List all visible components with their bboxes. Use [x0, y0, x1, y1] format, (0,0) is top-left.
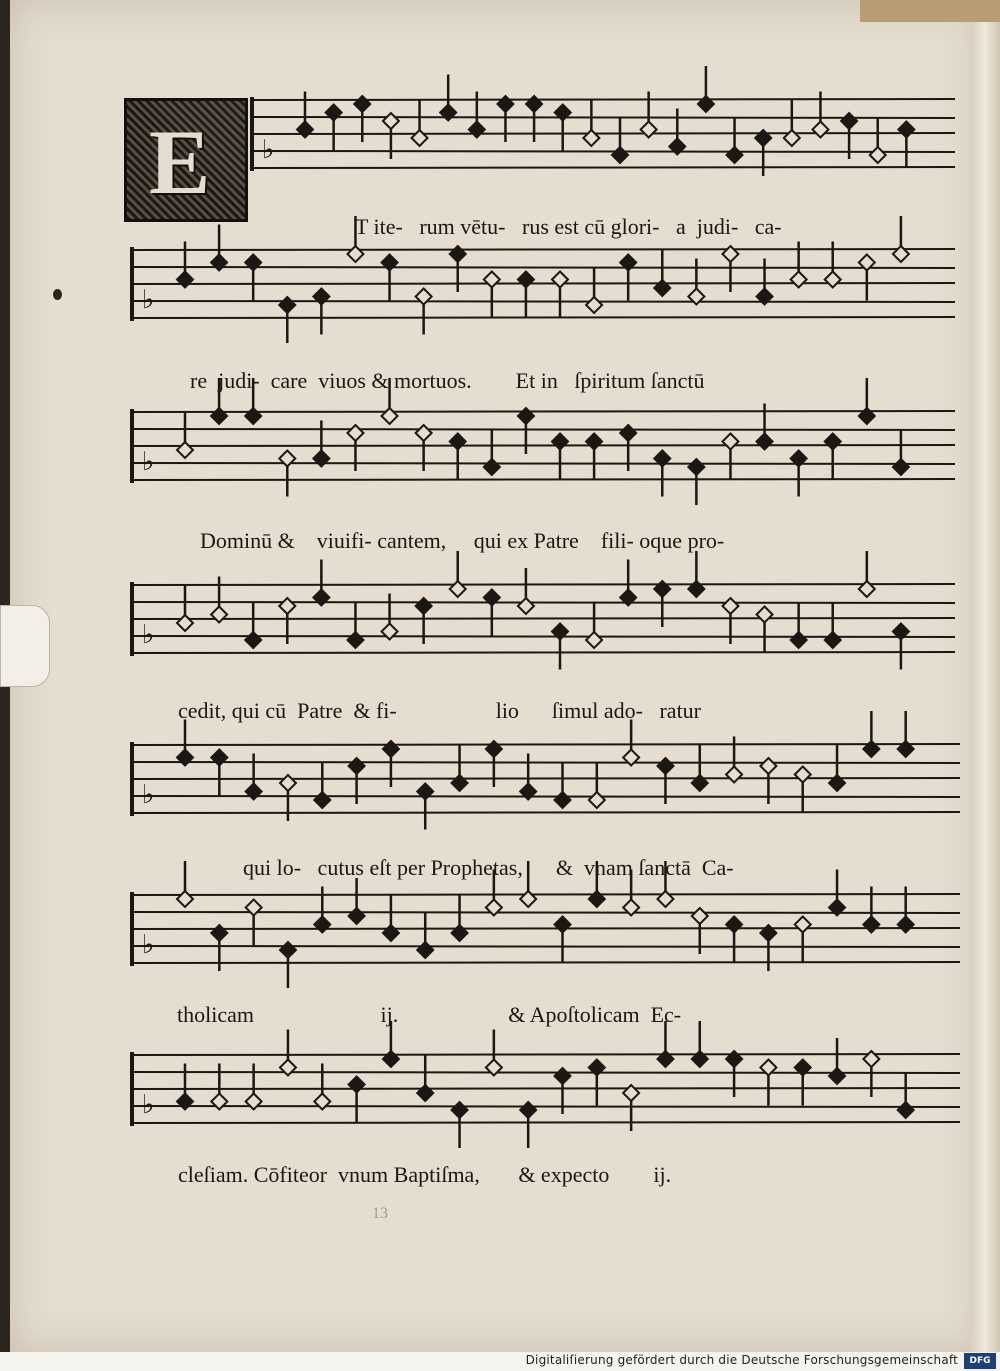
note	[555, 762, 571, 808]
note	[760, 925, 776, 971]
note	[726, 917, 742, 963]
staff-line	[130, 1054, 960, 1055]
lyric-line-2: re judi- care viuos & mortuos. Et in ſpiritum ſanctū	[190, 368, 705, 393]
note	[450, 246, 466, 292]
note	[898, 122, 914, 168]
note	[280, 1030, 296, 1076]
note	[518, 272, 534, 318]
note	[722, 246, 738, 292]
lyric-line-4: cedit, qui cū Patre & fi- lio ſimul ado- ratur	[178, 698, 702, 723]
note	[347, 602, 363, 648]
note	[211, 1064, 227, 1110]
note	[383, 895, 399, 941]
note	[177, 720, 193, 766]
note	[246, 754, 262, 800]
staff-1	[250, 66, 955, 176]
staff-line	[250, 167, 955, 168]
note	[757, 259, 773, 305]
staff-3	[130, 378, 955, 505]
note	[692, 745, 708, 791]
note	[727, 117, 743, 163]
note	[313, 421, 329, 467]
staff-line	[250, 99, 955, 100]
footer-bar	[0, 1352, 1000, 1371]
note	[326, 105, 342, 151]
staff-bracket	[130, 582, 134, 656]
note	[450, 551, 466, 597]
staff-bracket	[130, 742, 134, 816]
note	[246, 900, 262, 946]
note	[722, 434, 738, 480]
note	[211, 577, 227, 623]
note	[859, 255, 875, 301]
staff-line	[130, 479, 955, 480]
note	[859, 378, 875, 424]
note	[279, 297, 295, 343]
staff-line	[130, 317, 955, 318]
note	[829, 745, 845, 791]
note	[279, 451, 295, 497]
decorated-initial	[124, 98, 248, 222]
note	[555, 105, 571, 151]
note	[669, 109, 685, 155]
note	[863, 1051, 879, 1097]
staff-line	[130, 946, 960, 947]
note	[211, 925, 227, 971]
note	[484, 272, 500, 318]
note	[654, 451, 670, 497]
lyric-line-1: T ite- rum vētu- rus est cū glori- a judi- ca-	[355, 214, 782, 239]
funding-credit: Digitaliſierung gefördert durch die Deutsche Forschungsgemeinschaft	[525, 1353, 958, 1367]
note	[898, 1072, 914, 1118]
page-number: 13	[372, 1205, 388, 1222]
note	[354, 96, 370, 142]
staff-line	[130, 894, 960, 895]
note	[382, 255, 398, 301]
note	[791, 602, 807, 648]
note	[177, 861, 193, 907]
note	[497, 96, 513, 142]
note	[416, 289, 432, 335]
staff-4	[130, 551, 955, 670]
note	[520, 1102, 536, 1148]
note	[211, 225, 227, 271]
note	[486, 1030, 502, 1076]
note	[314, 1064, 330, 1110]
note	[586, 602, 602, 648]
note	[440, 75, 456, 121]
dfg-logo: DFG	[964, 1353, 996, 1369]
note	[589, 1060, 605, 1106]
note	[484, 590, 500, 636]
note	[452, 745, 468, 791]
flat-sign: ♭	[142, 446, 155, 477]
staff-line	[130, 429, 955, 430]
staff-bracket	[130, 247, 134, 321]
note	[760, 1060, 776, 1106]
note	[623, 1085, 639, 1131]
note	[526, 96, 542, 142]
note	[698, 66, 714, 112]
note	[297, 92, 313, 138]
staff-line	[130, 584, 955, 585]
lyric-line-7: cleſiam. Cōfiteor vnum Baptiſma, & expecto ij.	[178, 1162, 672, 1187]
note	[688, 259, 704, 305]
note	[469, 92, 485, 138]
note	[452, 895, 468, 941]
note	[692, 1021, 708, 1067]
note	[623, 720, 639, 766]
note	[520, 754, 536, 800]
initial-letter: E	[149, 111, 211, 213]
note	[280, 775, 296, 821]
note	[825, 602, 841, 648]
note	[211, 750, 227, 796]
staff-line	[130, 962, 960, 963]
note	[870, 117, 886, 163]
note	[314, 762, 330, 808]
note	[589, 762, 605, 808]
flat-sign: ♭	[142, 779, 155, 810]
note	[412, 100, 428, 146]
note	[726, 1051, 742, 1097]
staff-line	[130, 249, 955, 250]
note	[552, 272, 568, 318]
note	[382, 594, 398, 640]
note	[484, 429, 500, 475]
note	[518, 408, 534, 454]
note	[795, 1060, 811, 1106]
note	[177, 242, 193, 288]
note	[280, 942, 296, 988]
note	[825, 434, 841, 480]
note	[177, 412, 193, 458]
lyric-line-3: Dominū & viuifi- cantem, qui ex Patre fili- oque pro-	[200, 528, 725, 553]
note	[586, 434, 602, 480]
note	[349, 878, 365, 924]
staff-line	[130, 812, 960, 813]
note	[620, 560, 636, 606]
note	[898, 711, 914, 757]
note	[552, 434, 568, 480]
note	[620, 255, 636, 301]
note	[893, 429, 909, 475]
staff-line	[130, 1122, 960, 1123]
flat-sign: ♭	[142, 284, 155, 315]
note	[245, 255, 261, 301]
note	[313, 560, 329, 606]
note	[612, 117, 628, 163]
note	[486, 741, 502, 787]
note	[641, 92, 657, 138]
note	[313, 289, 329, 335]
note	[893, 216, 909, 262]
staff-line	[130, 744, 960, 745]
note	[829, 870, 845, 916]
note	[784, 100, 800, 146]
note	[859, 551, 875, 597]
note	[586, 267, 602, 313]
note	[518, 568, 534, 614]
note	[654, 250, 670, 296]
note	[688, 551, 704, 597]
flat-sign: ♭	[142, 619, 155, 650]
note	[452, 1102, 468, 1148]
note	[417, 784, 433, 830]
note	[583, 100, 599, 146]
note	[177, 585, 193, 631]
flat-sign: ♭	[262, 134, 275, 165]
note	[177, 1064, 193, 1110]
note	[795, 917, 811, 963]
note	[349, 1077, 365, 1123]
flat-sign: ♭	[142, 1089, 155, 1120]
staff-7	[130, 1021, 960, 1148]
staff-5	[130, 711, 960, 830]
note	[688, 459, 704, 505]
note	[246, 1064, 262, 1110]
note	[314, 887, 330, 933]
lyric-line-5: qui lo- cutus eſt per Prophetas, & vnam ſanctā Ca-	[243, 855, 734, 880]
note	[383, 741, 399, 787]
staff-bracket	[250, 97, 254, 171]
note	[555, 917, 571, 963]
note	[863, 711, 879, 757]
lyric-line-6: tholicam ij. & Apoſtolicam Ec-	[177, 1002, 682, 1027]
staff-bracket	[130, 892, 134, 966]
note	[829, 1038, 845, 1084]
note	[245, 602, 261, 648]
note	[795, 767, 811, 813]
note	[654, 581, 670, 627]
note	[893, 624, 909, 670]
staff-bracket	[130, 1052, 134, 1126]
note	[417, 912, 433, 958]
note	[757, 607, 773, 653]
note	[791, 451, 807, 497]
staff-line	[130, 652, 955, 653]
note	[450, 434, 466, 480]
note	[417, 1055, 433, 1101]
flat-sign: ♭	[142, 929, 155, 960]
note	[552, 624, 568, 670]
staff-line	[130, 301, 955, 302]
note	[755, 130, 771, 176]
staff-line	[130, 463, 955, 464]
staff-bracket	[130, 409, 134, 483]
